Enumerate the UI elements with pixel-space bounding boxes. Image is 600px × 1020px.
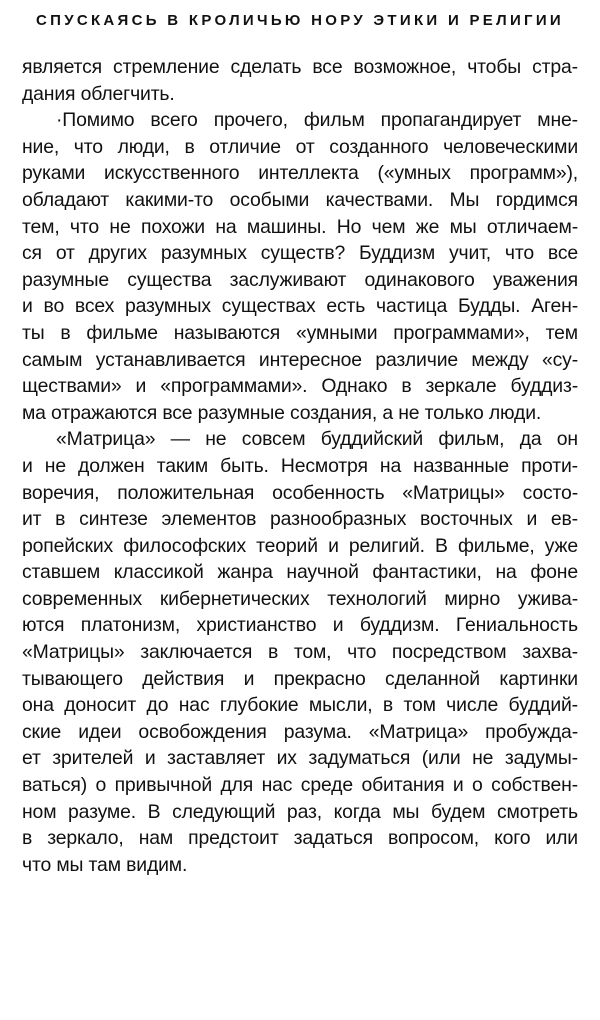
paragraph-1 — [22, 54, 578, 107]
text-line: и не должен таким быть. Несмотря на названные проти- — [22, 454, 578, 477]
text-line: ма отражаются все разумные создания, а не только люди. — [22, 401, 542, 424]
text-line: ются платонизм, христианство и буддизм. Гениальность — [22, 614, 578, 637]
text-line: ваться) о привычной для нас среде обитания и о собствен- — [22, 774, 578, 797]
text-line: что мы там видим. — [22, 853, 188, 876]
paragraph-3 — [22, 426, 578, 878]
running-header: СПУСКАЯСЬ В КРОЛИЧЬЮ НОРУ ЭТИКИ И РЕЛИГИИ — [35, 12, 564, 29]
text-line: современных кибернетических технологий мирно ужива- — [22, 587, 578, 610]
text-line: тывающего действия и прекрасно сделанной картинки — [22, 667, 578, 690]
text-line: самым устанавливается интересное различие между «су- — [22, 348, 578, 371]
text-line: дания облегчить. — [22, 82, 175, 105]
text-line: ном разуме. В следующий раз, когда мы будем смотреть — [22, 800, 578, 823]
text-line: ские идеи освобождения разума. «Матрица» пробужда- — [22, 720, 578, 743]
text-line: «Матрицы» заключается в том, что посредством захва- — [22, 641, 578, 664]
text-line: руками искусственного интеллекта («умных программ»), — [22, 162, 578, 185]
text-line: ществами» и «программами». Однако в зеркале буддиз- — [22, 375, 578, 398]
text-line: она доносит до нас глубокие мысли, в том числе буддий- — [22, 694, 578, 717]
text-line: ропейских философских теорий и религий. В фильме, уже — [22, 534, 578, 557]
text-line: обладают какими-то особыми качествами. Мы гордимся — [22, 188, 578, 211]
paragraph-2 — [22, 107, 578, 426]
text-line: воречия, положительная особенность «Матрицы» состо- — [22, 481, 578, 504]
body-text — [22, 54, 578, 878]
text-line: ит в синтезе элементов разнообразных восточных и ев- — [22, 508, 578, 531]
text-line: «Матрица» — не совсем буддийский фильм, да он — [56, 428, 578, 451]
text-line: разумные существа заслуживают одинакового уважения — [22, 268, 578, 291]
text-line: ет зрителей и заставляет их задуматься (или не задумы- — [22, 747, 578, 770]
text-line: ся от других разумных существ? Буддизм учит, что все — [22, 242, 578, 265]
text-line: является стремление сделать все возможное, чтобы стра- — [22, 56, 578, 78]
text-line: ·Помимо всего прочего, фильм пропагандирует мне- — [56, 109, 578, 132]
text-line: ние, что люди, в отличие от созданного человеческими — [22, 135, 578, 158]
text-line: и во всех разумных существах есть частица Будды. Аген- — [22, 295, 578, 318]
text-line: ты в фильме называются «умными программами», тем — [22, 321, 578, 344]
text-line: тем, что не похожи на машины. Но чем же мы отличаем- — [22, 215, 578, 238]
text-line: ставшем классикой жанра научной фантастики, на фоне — [22, 561, 578, 584]
text-line: в зеркало, нам предстоит задаться вопросом, кого или — [22, 827, 578, 850]
